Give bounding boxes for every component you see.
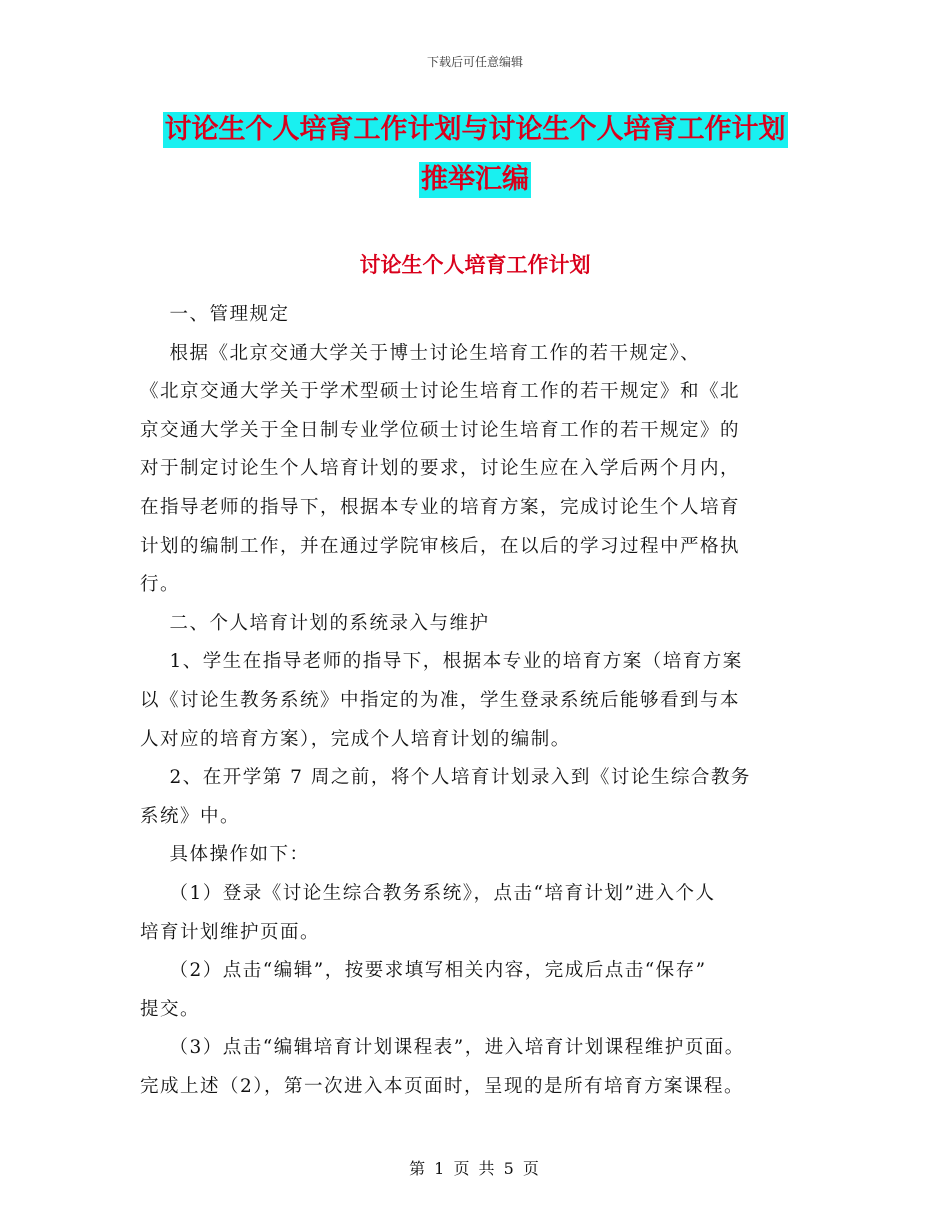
body-line: 计划的编制工作，并在通过学院审核后，在以后的学习过程中严格执 — [140, 535, 741, 557]
body-line: 完成上述（2），第一次进入本页面时，呈现的是所有培育方案课程。 — [140, 1075, 745, 1097]
body-line: 人对应的培育方案），完成个人培育计划的编制。 — [140, 728, 571, 750]
document-body — [140, 296, 812, 1106]
body-line: 具体操作如下： — [140, 844, 310, 866]
body-line: 提交。 — [140, 998, 201, 1020]
body-line: 二、个人培育计划的系统录入与维护 — [140, 612, 490, 634]
body-line: 京交通大学关于全日制专业学位硕士讨论生培育工作的若干规定》的 — [140, 419, 741, 441]
body-line: 培育计划维护页面。 — [140, 921, 321, 943]
body-line: 2、在开学第 7 周之前，将个人培育计划录入到《讨论生综合教务 — [140, 767, 751, 789]
body-line: （3）点击“编辑培育计划课程表”，进入培育计划课程维护页面。 — [140, 1037, 745, 1059]
title-line-2: 推举汇编 — [419, 162, 531, 198]
body-line: 对于制定讨论生个人培育计划的要求，讨论生应在入学后两个月内， — [140, 458, 741, 480]
body-line: 《北京交通大学关于学术型硕士讨论生培育工作的若干规定》和《北 — [140, 381, 741, 403]
body-line: 行。 — [140, 574, 181, 596]
body-line: 一、管理规定 — [140, 304, 290, 325]
body-line: 根据《北京交通大学关于博士讨论生培育工作的若干规定》、 — [140, 342, 701, 364]
body-line: （1）登录《讨论生综合教务系统》，点击“培育计划”进入个人 — [140, 882, 716, 904]
title-line-1: 讨论生个人培育工作计划与讨论生个人培育工作计划 — [163, 112, 788, 148]
page-footer: 第 1 页 共 5 页 — [409, 1159, 541, 1178]
document-title — [0, 112, 950, 198]
body-line: 在指导老师的指导下，根据本专业的培育方案，完成讨论生个人培育 — [140, 496, 741, 518]
body-line: （2）点击“编辑”，按要求填写相关内容，完成后点击“保存” — [140, 960, 707, 982]
page-header: 下载后可任意编辑 — [426, 55, 523, 69]
body-line: 系统》中。 — [140, 805, 241, 827]
body-line: 1、学生在指导老师的指导下，根据本专业的培育方案（培育方案 — [140, 651, 743, 673]
section-title: 讨论生个人培育工作计划 — [359, 252, 591, 277]
body-line: 以《讨论生教务系统》中指定的为准，学生登录系统后能够看到与本 — [140, 689, 741, 711]
